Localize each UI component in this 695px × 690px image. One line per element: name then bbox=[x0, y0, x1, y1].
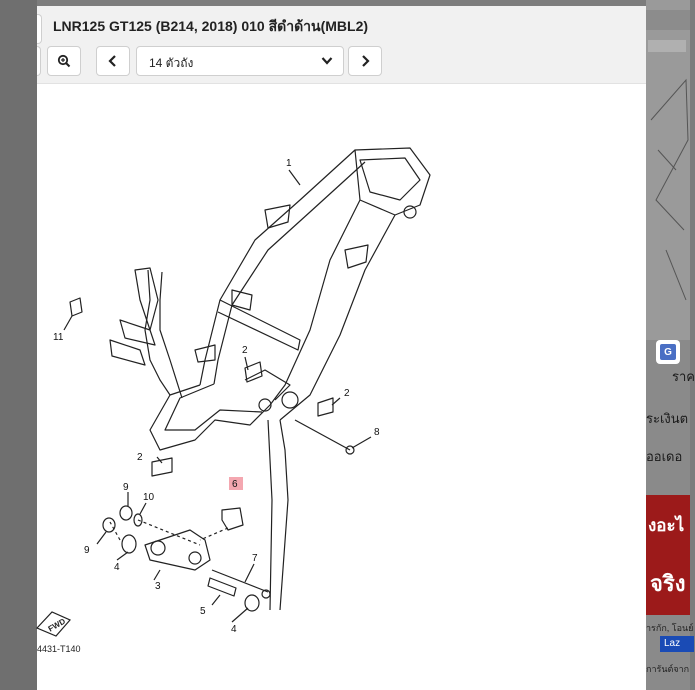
background-small-text: ารกัก, โอนย์ bbox=[646, 623, 694, 633]
nut-part-9b[interactable] bbox=[103, 518, 115, 532]
callout-7[interactable]: 7 bbox=[252, 553, 258, 564]
callout-9b[interactable]: 9 bbox=[84, 545, 90, 556]
toolbar-button-partial[interactable] bbox=[37, 46, 41, 76]
callout-11[interactable]: 11 bbox=[53, 332, 64, 343]
chevron-right-icon bbox=[360, 55, 370, 67]
bracket-part-2b[interactable] bbox=[318, 398, 333, 416]
lazada-button[interactable]: Laz bbox=[660, 636, 694, 652]
google-translate-icon[interactable]: G bbox=[656, 340, 680, 364]
page-select[interactable] bbox=[136, 46, 344, 76]
bracket-part-2c[interactable] bbox=[152, 458, 172, 476]
callout-2c[interactable]: 2 bbox=[137, 452, 143, 463]
background-text-payment: ระเงินต bbox=[646, 411, 689, 426]
modal-title: LNR125 GT125 (B214, 2018) 010 สีดำด้าน(MBL2) bbox=[53, 18, 369, 34]
banner-text-1: งอะไ bbox=[648, 516, 685, 535]
callout-1[interactable]: 1 bbox=[286, 158, 292, 169]
callout-9a[interactable]: 9 bbox=[123, 482, 129, 493]
previous-page-button[interactable] bbox=[96, 46, 130, 76]
callout-2a[interactable]: 2 bbox=[242, 345, 248, 356]
bolt-part-8[interactable] bbox=[295, 420, 350, 450]
zoom-button[interactable] bbox=[47, 46, 81, 76]
callout-10[interactable]: 10 bbox=[143, 492, 155, 503]
forward-arrow-icon bbox=[37, 612, 70, 636]
background-diagram-thumbnail bbox=[646, 0, 690, 340]
damper-part-6[interactable] bbox=[222, 508, 243, 530]
callout-4a[interactable]: 4 bbox=[114, 562, 120, 573]
nut-part-9a[interactable] bbox=[120, 506, 132, 520]
diagram-code: 4431-T140 bbox=[37, 644, 81, 654]
modal-close-button-partial[interactable] bbox=[37, 14, 42, 44]
svg-text:FWD: FWD bbox=[46, 616, 67, 634]
modal-header bbox=[37, 6, 646, 84]
chevron-down-icon bbox=[321, 53, 333, 69]
parts-diagram-modal bbox=[37, 6, 646, 690]
callout-3[interactable]: 3 bbox=[155, 581, 161, 592]
banner-text-2: จริง bbox=[650, 571, 686, 596]
callout-2b[interactable]: 2 bbox=[344, 388, 350, 399]
collar-part-4a[interactable] bbox=[122, 535, 136, 553]
background-left bbox=[0, 0, 37, 690]
background-text-price: ราค bbox=[672, 369, 695, 384]
bolt-part-7[interactable] bbox=[212, 570, 268, 592]
spacer-part-5[interactable] bbox=[208, 578, 236, 596]
background-text-order: ออเดอ bbox=[646, 449, 683, 464]
zoom-in-icon bbox=[57, 54, 71, 68]
callout-5[interactable]: 5 bbox=[200, 606, 206, 617]
callout-6[interactable]: 6 bbox=[232, 479, 238, 490]
page-select-value: 14 ตัวถัง bbox=[149, 56, 194, 70]
background-footnote: การันต์จาก bbox=[646, 664, 690, 674]
pad-part-11[interactable] bbox=[70, 298, 82, 316]
next-page-button[interactable] bbox=[348, 46, 382, 76]
callout-8[interactable]: 8 bbox=[374, 427, 380, 438]
background-right-panel bbox=[646, 0, 695, 690]
callout-4b[interactable]: 4 bbox=[231, 624, 237, 635]
chevron-left-icon bbox=[108, 55, 118, 67]
parts-diagram bbox=[37, 84, 646, 690]
